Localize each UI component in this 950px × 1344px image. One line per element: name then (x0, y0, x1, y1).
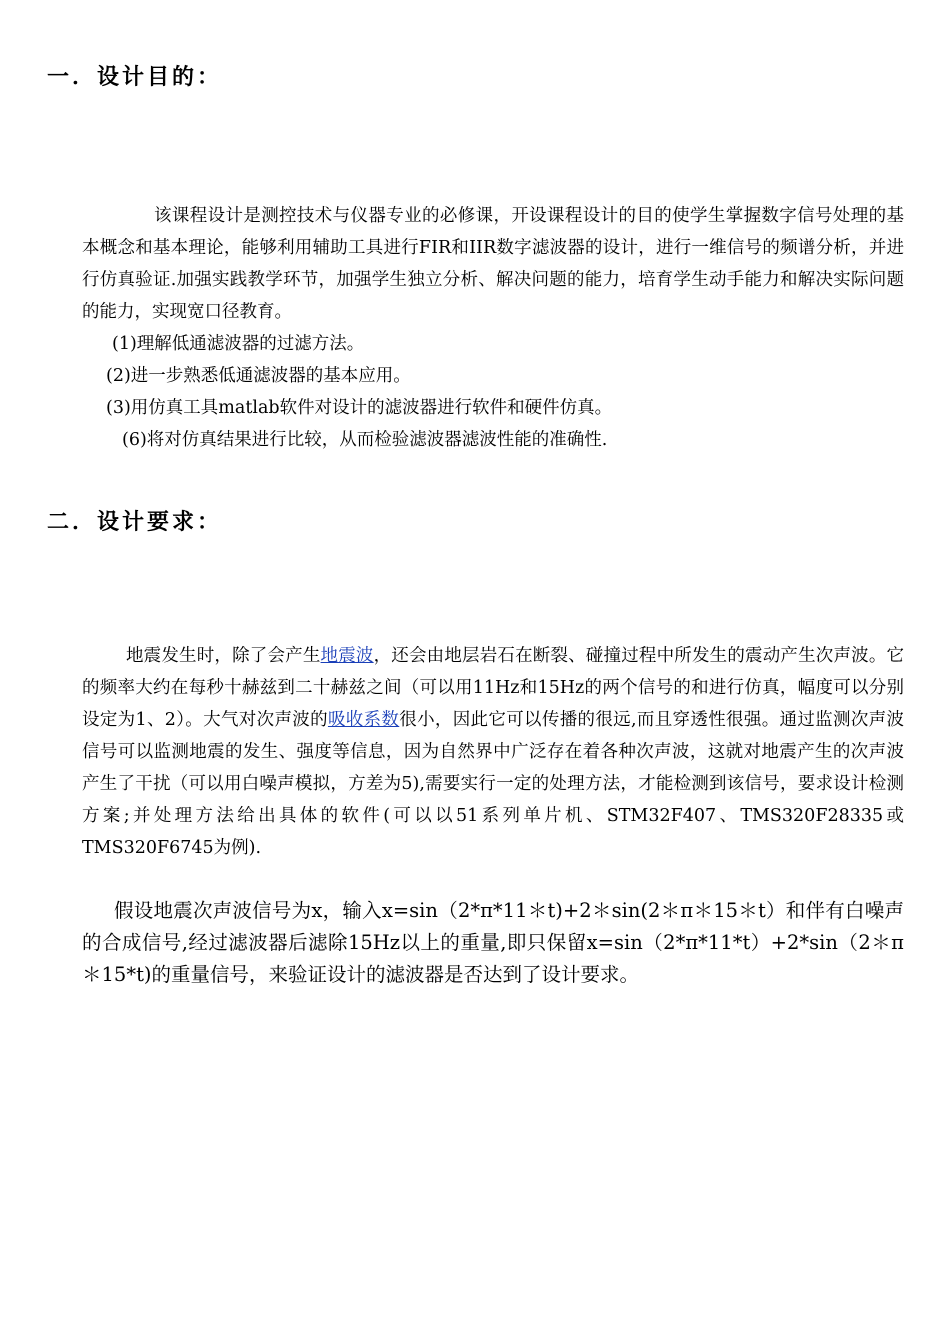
purpose-item-4: (6)将对仿真结果进行比较，从而检验滤波器滤波性能的准确性. (122, 430, 608, 450)
requirements-text-3: 很小，因此它可以传播的很远,而且穿透性很强。通过监测次声波信号可以监测地震的发生、强度等信息，因为自然界中广泛存在着各种次声波，这就对地震产生的次声波产生了干扰（可以用白噪声模拟，方差为5),需要实行一定的处理方法，才能检测到该信号，要求设计检测方案;并处理方法给出具体的软件(可以以51系列单片机、STM32F407、TMS320F28335或TMS320F6745为例). (82, 710, 904, 858)
requirements-text-1: 地震发生时，除了会产生 (126, 646, 321, 666)
requirements-paragraph (82, 640, 904, 864)
signal-assumption-paragraph: 假设地震次声波信号为x，输入x=sin（2*π*11＊t)+2＊sin(2＊π＊15＊t）和伴有白噪声的合成信号,经过滤波器后滤除15Hz以上的重量,即只保留x=sin（2*π*11*t）+2*sin（2＊π＊15*t)的重量信号，来验证设计的滤波器是否达到了设计要求。 (82, 899, 904, 986)
purpose-item-2: (2)进一步熟悉低通滤波器的基本应用。 (106, 366, 411, 386)
purpose-item-3: (3)用仿真工具matlab软件对设计的滤波器进行软件和硬件仿真。 (106, 398, 613, 418)
link-seismic-wave[interactable]: 地震波 (320, 646, 374, 666)
purpose-paragraph: 该课程设计是测控技术与仪器专业的必修课，开设课程设计的目的使学生掌握数字信号处理的基本概念和基本理论，能够利用辅助工具进行FIR和IIR数字滤波器的设计，进行一维信号的频谱分析，并进行仿真验证.加强实践教学环节，加强学生独立分析、解决问题的能力，培育学生动手能力和解决实际问题的能力，实现宽口径教育。 (82, 206, 904, 322)
section-heading-design-purpose: 一．设计目的： (47, 65, 223, 90)
purpose-item-1: (1)理解低通滤波器的过滤方法。 (112, 334, 365, 354)
requirements-text-2: ，还会由地层岩石在断裂、碰撞过程中所发生的震动产生次声波。它的频率大约在每秒十赫兹到二十赫兹之间（可以用11Hz和15Hz的两个信号的和进行仿真，幅度可以分别设定为1、2）。大气对次声波的 (82, 646, 905, 730)
purpose-list (106, 328, 613, 456)
link-absorption-coefficient[interactable]: 吸收系数 (327, 710, 400, 730)
section-heading-design-requirements: 二．设计要求： (47, 510, 223, 535)
